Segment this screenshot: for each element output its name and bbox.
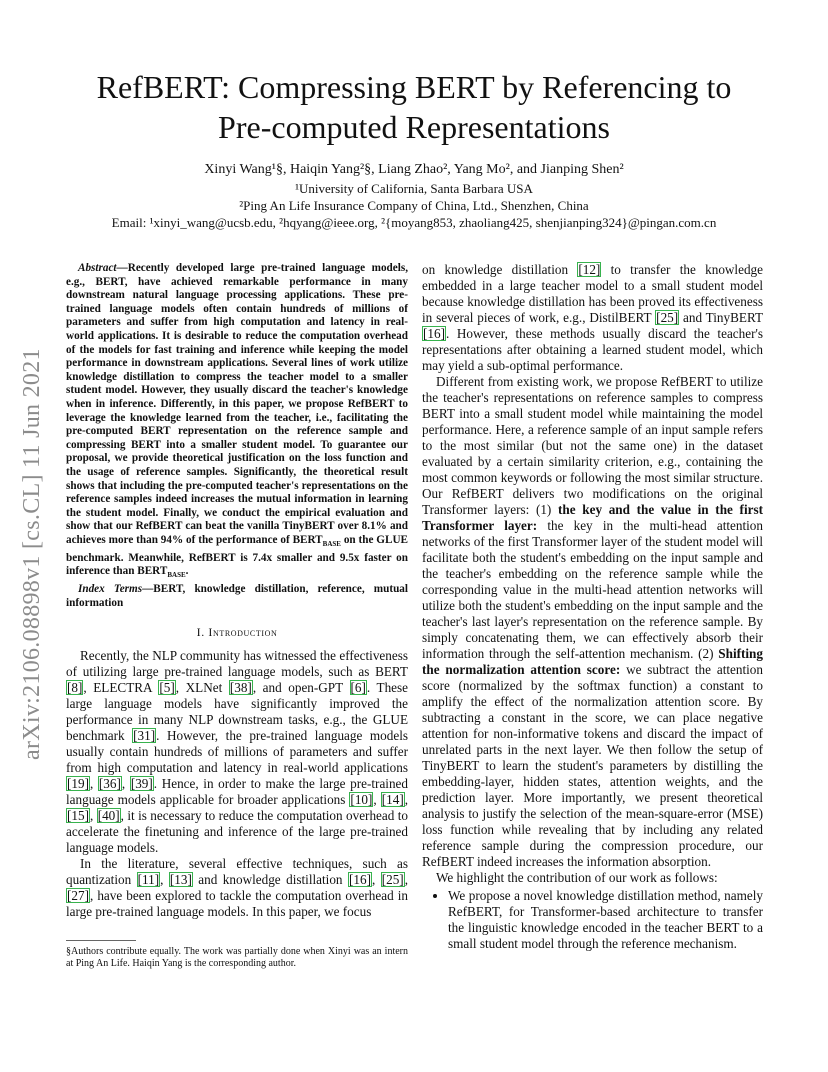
citation-38[interactable]: [38] — [229, 680, 252, 696]
citation-40[interactable]: [40] — [97, 808, 120, 824]
text-run: , and open-GPT — [252, 680, 350, 696]
abstract-subscript-2: BASE — [167, 571, 186, 580]
title-line-1: RefBERT: Compressing BERT by Referencing to — [96, 69, 732, 105]
abstract-text-2: on the GLUE benchmark. Meanwhile, RefBERT is 7.4x smaller and 9.5x faster on inference than BERT — [66, 533, 408, 578]
text-run: the key in the multi-head attention networks of the first Transformer layer of the student model will facilitate both the student's embedding on the input sample and the teacher's embedding on the reference sample while the corresponding value in the multi-head attention networks will utilize both the student's embedding on the input sample and the teacher's last layer's representation on the reference sample. By simply concatenating them, we can effectively absorb their information through the self-attention mechanism. (2) — [422, 518, 763, 661]
right-column — [422, 262, 763, 952]
text-run: on knowledge distillation — [422, 262, 578, 277]
text-run: Recently, the NLP community has witnessed the effectiveness of utilizing large pre-trained language models, such as BERT — [66, 648, 408, 680]
citation-11[interactable]: [11] — [137, 872, 160, 888]
index-terms — [66, 583, 408, 610]
arxiv-stamp: arXiv:2106.08898v1 [cs.CL] 11 Jun 2021 — [19, 348, 45, 760]
abstract-label: Abstract — [78, 262, 117, 274]
section-heading-introduction: I. Introduction — [196, 625, 278, 640]
citation-25-right[interactable]: [25] — [656, 310, 679, 325]
intro-paragraph-1: Recently, the NLP community has witnessed the effectiveness of utilizing large pre-trained language models, such as BERT [8], ELECTRA [5], XLNet [38], and open-GPT [6]. These large language models have significantly improved the performance in many NLP downstream tasks, e.g., the GLUE benchmark [31]. However, the pre-trained language models usually contain hundreds of millions of parameters and suffer from high computation and latency in real-world applications [19], [36], [39]. Hence, in order to make the large pre-trained language models applicable for broader applications [10], [14], [15], [40], it is necessary to reduce the computation overhead to accelerate the finetuning and inference of the large pre-trained language models. — [66, 648, 409, 856]
text-run: . These large language models have significantly improved the performance in many NLP downstream tasks, e.g., the GLUE benchmark — [66, 680, 409, 744]
affiliation-2: ²Ping An Life Insurance Company of China, Ltd., Shenzhen, China — [239, 198, 589, 213]
intro-paragraph-2: In the literature, several effective techniques, such as quantization [11], [13] and knowledge distillation [16], [25], [27], have been explored to tackle the computation overhead in large pre-trained language models. In this paper, we focus — [66, 856, 408, 920]
text-run: In the literature, several effective techniques, such as quantization — [66, 856, 408, 888]
contribution-list — [422, 888, 763, 952]
contribution-item-1: • We propose a novel knowledge distillation method, namely RefBERT, for Transformer-based architecture to transfer the linguistic knowledge encoded in the teacher BERT to a small student model through the reference mechanism. — [448, 888, 763, 952]
citation-36[interactable]: [36] — [98, 776, 121, 792]
citation-16[interactable]: [16] — [348, 872, 371, 888]
text-run: , XLNet — [175, 680, 229, 696]
text-run: to transfer the knowledge embedded in a large teacher model to a small student model because knowledge distillation has been proved its effectiveness in several pieces of work, e.g., DistilBERT — [422, 262, 763, 325]
email-line: Email: ¹xinyi_wang@ucsb.edu, ²hqyang@ieee.org, ²{moyang853, zhaoliang425, shenjianping324}@pingan.com.cn — [111, 215, 717, 230]
text-run: . However, the pre-trained language models usually contain hundreds of millions of parameters and suffer from high computation and latency in real-world applications — [66, 728, 408, 776]
abstract-text: —Recently developed large pre-trained language models, e.g., BERT, have achieved remarkable performance in many downstream natural language processing applications. These pre-trained language models often contain hundreds of millions of parameters and suffer from high computation and latency in real-world applications. It is desirable to reduce the computation overhead of the models for fast training and inference while keeping the model performance in downstream applications. Several lines of work utilize knowledge distillation to compress the teacher model to a smaller student model. However, they usually discard the teacher's knowledge when in inference. Differently, in this paper, we propose RefBERT to leverage the knowledge learned from the teacher, i.e., facilitating the pre-computed BERT representation on the reference sample and compressing BERT into a smaller student model. To guarantee our proposal, we provide theoretical justification on the loss function and the usage of reference samples. Significantly, the theoretical result shows that including the pre-computed teacher's representations on the reference samples indeed increases the mutual information in learning the student model. Finally, we conduct the empirical evaluation and show that our RefBERT can beat the vanilla TinyBERT over 8.1% and achieves more than 94% of the performance of BERT — [66, 262, 408, 546]
author-list: Xinyi Wang¹§, Haiqin Yang²§, Liang Zhao², Yang Mo², and Jianping Shen² — [204, 162, 624, 177]
citation-10[interactable]: [10] — [350, 792, 373, 808]
abstract-end: . — [185, 565, 189, 578]
text-run: and TinyBERT — [679, 310, 763, 325]
text-run: Different from existing work, we propose RefBERT to utilize the teacher's representations on reference samples to compress BERT into a small student model while maintaining the model performance. Here, a reference sample of an input sample refers to the most similar (but not the same one) in the dataset evaluated by a certain similarity criterion, e.g., containing the most common keywords or following the most similar structure. Our RefBERT delivers two modifications on the original Transformer layers: (1) — [422, 374, 763, 517]
citation-19[interactable]: [19] — [67, 776, 89, 792]
left-column — [66, 262, 408, 920]
text-run: . However, these methods usually discard the teacher's representations after obtaining a learned student model, which may yield a sub-optimal performance. — [422, 326, 763, 373]
footnote-divider — [66, 940, 136, 941]
right-paragraph-1 — [422, 262, 763, 374]
text-run: , it is necessary to reduce the computation overhead to accelerate the finetuning and inference of the large pre-trained language models. — [66, 808, 408, 856]
citation-25[interactable]: [25] — [381, 872, 404, 888]
citation-16-right[interactable]: [16] — [423, 326, 445, 341]
citation-14[interactable]: [14] — [381, 792, 404, 808]
paper-title — [60, 67, 768, 147]
citation-39[interactable]: [39] — [130, 776, 153, 792]
citation-12[interactable]: [12] — [578, 262, 601, 277]
title-line-2: Pre-computed Representations — [218, 109, 610, 145]
index-text: —BERT, knowledge distillation, reference, mutual information — [66, 583, 408, 609]
text-run: and knowledge distillation — [192, 872, 348, 888]
text-run: , ELECTRA — [83, 680, 159, 696]
bold-run-1: the key and the value in the first Transformer layer: — [422, 502, 763, 533]
abstract-subscript-1: BASE — [322, 540, 341, 549]
right-paragraph-2 — [422, 374, 763, 870]
citation-15[interactable]: [15] — [67, 808, 89, 824]
citation-27[interactable]: [27] — [67, 888, 89, 904]
citation-8[interactable]: [8] — [67, 680, 83, 696]
citation-5[interactable]: [5] — [159, 680, 175, 696]
abstract — [66, 262, 408, 583]
citation-6[interactable]: [6] — [350, 680, 366, 696]
right-paragraph-3: We highlight the contribution of our work as follows: — [436, 870, 718, 885]
text-run: we subtract the attention score (normalized by the softmax function) a constant to amplify the effect of the normalization attention score. By subtracting a constant in the score, we can place negative attention for non-informative tokens and discard the impact of unrelated parts in the next layer. We then follow the setup of TinyBERT to learn the student's parameters by distilling the embedding-layer, hidden states, attention weights, and the prediction layer. More importantly, we present theoretical analysis to justify the selection of the mean-square-error (MSE) loss function while revealing that by including any related reference sample during the compression procedure, our RefBERT indeed increases the information absorption. — [422, 662, 763, 869]
bold-run-2: Shifting the normalization attention score: — [422, 646, 763, 677]
footnote: §Authors contribute equally. The work was partially done when Xinyi was an intern at Ping An Life. Haiqin Yang is the corresponding author. — [66, 946, 408, 969]
text-run: . Hence, in order to make the large pre-trained language models applicable for broader applications — [66, 776, 408, 808]
citation-31[interactable]: [31] — [133, 728, 156, 744]
text-run: , have been explored to tackle the computation overhead in large pre-trained language models. In this paper, we focus — [66, 888, 408, 920]
index-label: Index Terms — [78, 583, 143, 596]
citation-13[interactable]: [13] — [169, 872, 192, 888]
affiliation-1: ¹University of California, Santa Barbara USA — [295, 181, 533, 196]
